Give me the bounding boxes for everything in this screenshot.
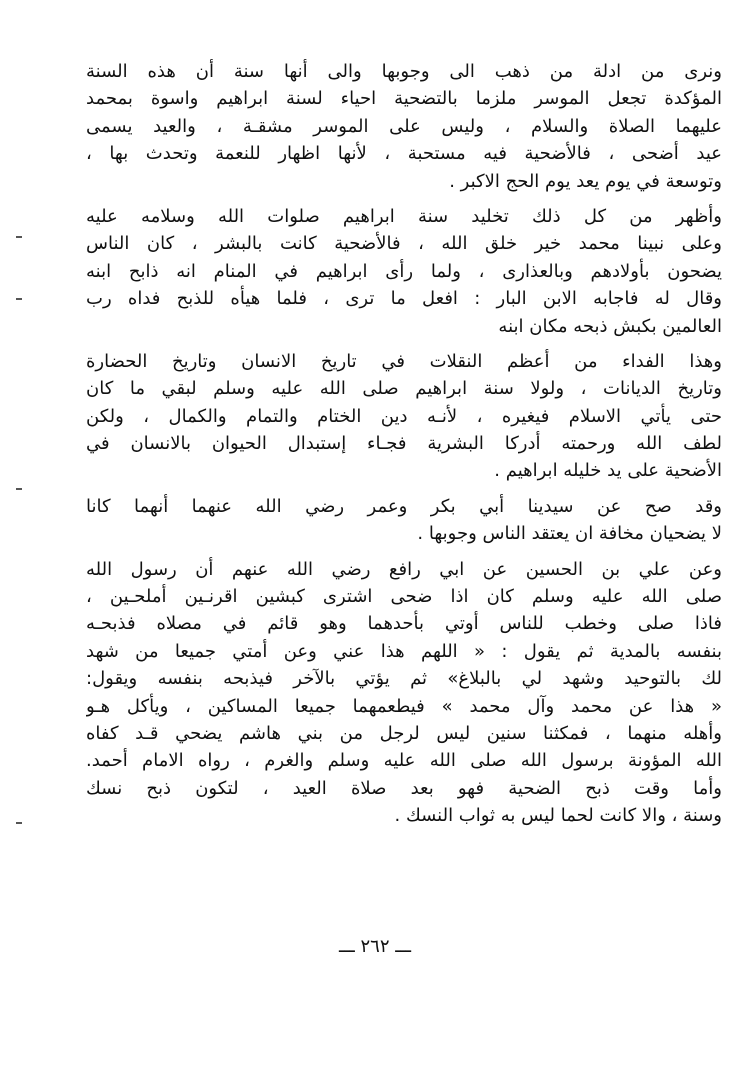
text-line: « هذا عن محمد وآل محمد » فيطعمهما جميعا المساكين ، ويأكل هـو	[86, 695, 722, 717]
text-line: ونرى من ادلة من ذهب الى وجوبها والى أنها سنة أن هذه السنة	[86, 61, 722, 82]
text-line: وتاريخ الديانات ، ولولا سنة ابراهيم صلى الله عليه وسلم لبقي ما كان	[86, 378, 722, 400]
paragraph-4	[86, 493, 722, 548]
paragraph-gap	[86, 548, 722, 556]
page-body	[86, 58, 722, 830]
text-line: وهذا الفداء من أعظم النقلات في تاريخ الانسان وتاريخ الحضارة	[86, 350, 722, 372]
text-line: وأظهر من كل ذلك تخليد سنة ابراهيم صلوات الله وسلامه عليه	[86, 205, 722, 227]
text-line: الله المؤونة برسول الله صلى الله عليه وسلم والغرم ، رواه الامام أحمد.	[86, 750, 722, 772]
margin-mark	[16, 488, 22, 490]
margin-mark	[16, 822, 22, 824]
paragraph-5	[86, 556, 722, 830]
text-line: لا يضحيان مخافة ان يعتقد الناس وجوبها .	[417, 523, 722, 545]
text-line: بنفسه بالمدية ثم يقول : « اللهم هذا عني وعن أمتي جميعا من شهد	[86, 640, 722, 662]
text-line: لطف الله ورحمته أدركا البشرية فجـاء إستبدال الحيوان بالانسان في	[86, 433, 722, 455]
text-line: يضحون بأولادهم وبالعذارى ، ولما رأى ابراهيم في المنام انه ذابح ابنه	[86, 260, 722, 282]
paragraph-2	[86, 203, 722, 340]
text-line: وسنة ، والا كانت لحما ليس به ثواب النسك .	[394, 805, 722, 827]
paragraph-1	[86, 58, 722, 195]
margin-mark	[16, 236, 22, 238]
text-line: المؤكدة تجعل الموسر ملزما بالتضحية احياء لسنة ابراهيم واسوة بمحمد	[86, 88, 722, 110]
text-line: لك بالتوحيد وشهد لي بالبلاغ» ثم يؤتي بالآخر فيذبحه بنفسه ويقول:	[86, 668, 722, 690]
paragraph-3	[86, 348, 722, 485]
text-line: وأهله منهما ، فمكثنا سنين ليس لرجل من بني هاشم يضحي قـد كفاه	[86, 722, 722, 744]
text-line: الأضحية على يد خليله ابراهيم .	[494, 460, 722, 482]
text-line: عيد أضحى ، فالأضحية فيه مستحبة ، لأنها اظهار للنعمة وتحدث بها ،	[86, 143, 722, 165]
text-line: فاذا صلى وخطب للناس أوتي بأحدهما وهو قائم في مصلاه فذبحـه	[86, 613, 722, 635]
page-number: ـــ ٢٦٢ ـــ	[338, 936, 412, 957]
text-line: حتى يأتي الاسلام فيغيره ، لأنـه دين الختام والتمام والكمال ، ولكن	[86, 405, 722, 427]
text-line: وأما وقت ذبح الضحية فهو بعد صلاة العيد ، لتكون ذبح نسك	[86, 777, 722, 799]
text-line: وتوسعة في يوم يعد يوم الحج الاكبر .	[449, 170, 722, 192]
text-line: وقد صح عن سيدينا أبي بكر وعمر رضي الله عنهما أنهما كانا	[86, 495, 722, 517]
text-line: عليهما الصلاة والسلام ، وليس على الموسر مشقـة ، والعيد يسمى	[86, 115, 722, 137]
paragraph-gap	[86, 195, 722, 203]
text-line: العالمين بكبش ذبحه مكان ابنه	[498, 315, 722, 337]
text-line: وعلى نبينا محمد خير خلق الله ، فالأضحية كانت بالبشر ، كان الناس	[86, 233, 722, 255]
text-line: وقال له فاجابه الابن البار : افعل ما ترى ، فلما هيأه للذبح فداه رب	[86, 288, 722, 310]
text-line: وعن علي بن الحسين عن ابي رافع رضي الله عنهم أن رسول الله	[86, 558, 722, 580]
margin-mark	[16, 298, 22, 300]
paragraph-gap	[86, 485, 722, 493]
text-line: صلى الله عليه وسلم كان اذا ضحى اشترى كبشين اقرنـين أملحـين ،	[86, 586, 722, 608]
paragraph-gap	[86, 340, 722, 348]
